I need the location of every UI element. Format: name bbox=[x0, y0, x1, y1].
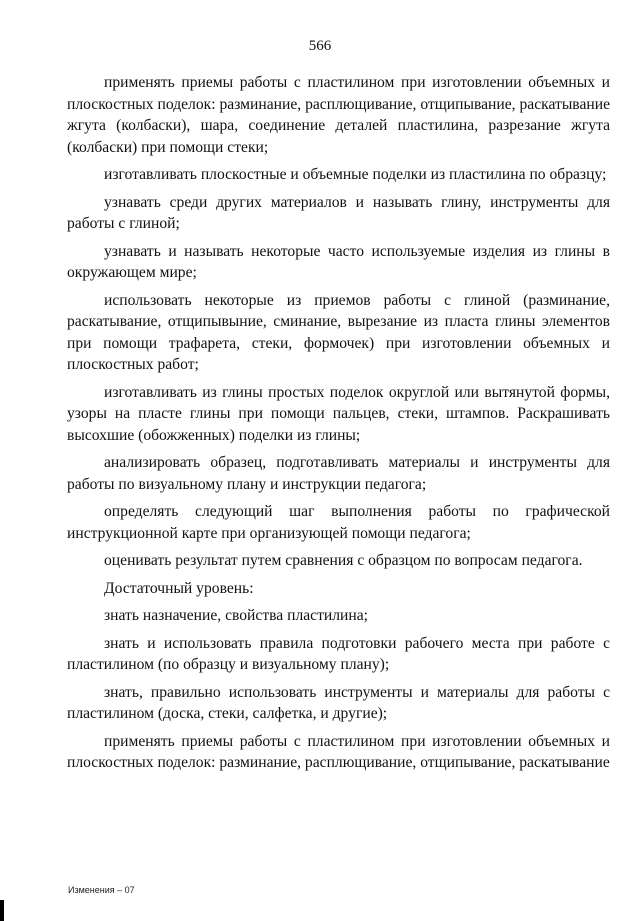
scan-edge-mark bbox=[0, 900, 4, 921]
paragraph: знать назначение, свойства пластилина; bbox=[104, 607, 368, 624]
paragraph: использовать некоторые из приемов работы с глиной (разминание, раскатывание, отщипывыние, сминание, вырезание из пласта глины элементов при помощи трафарета, стеки, формочек) при изготовлении объемных и плоскостных работ; bbox=[67, 291, 610, 373]
paragraph: анализировать образец, подготавливать материалы и инструменты для работы по визуальному плану и инструкции педагога; bbox=[67, 454, 610, 493]
paragraph: определять следующий шаг выполнения работы по графической инструкционной карте при организующей помощи педагога; bbox=[67, 503, 610, 542]
paragraph: узнавать среди других материалов и называть глину, инструменты для работы с глиной; bbox=[67, 193, 610, 232]
paragraph: узнавать и называть некоторые часто используемые изделия из глины в окружающем мире; bbox=[67, 242, 610, 281]
paragraph: изготавливать плоскостные и объемные поделки из пластилина по образцу; bbox=[104, 166, 607, 183]
paragraph: знать, правильно использовать инструменты и материалы для работы с пластилином (доска, стеки, салфетка, и другие); bbox=[67, 683, 610, 722]
page-number: 566 bbox=[308, 38, 332, 54]
section-heading: Достаточный уровень: bbox=[104, 579, 254, 597]
document-body bbox=[67, 72, 610, 780]
footer-revision: Изменения – 07 bbox=[68, 885, 135, 895]
paragraph: применять приемы работы с пластилином при изготовлении объемных и плоскостных поделок: разминание, расплющивание, отщипывание, раскатывание жгута (колбаски), шара, соединение деталей пластилина, разрезание жгута (колбаски) при помощи стеки; bbox=[67, 74, 610, 156]
paragraph: знать и использовать правила подготовки рабочего места при работе с пластилином (по образцу и визуальному плану); bbox=[67, 634, 610, 673]
paragraph: изготавливать из глины простых поделок округлой или вытянутой формы, узоры на пласте глины при помощи пальцев, стеки, штампов. Раскрашивать высохшие (обожженных) поделки из глины; bbox=[67, 383, 610, 444]
paragraph: применять приемы работы с пластилином при изготовлении объемных и плоскостных поделок: разминание, расплющивание, отщипывание, раскатывание bbox=[67, 732, 610, 771]
paragraph: оценивать результат путем сравнения с образцом по вопросам педагога. bbox=[104, 552, 583, 569]
